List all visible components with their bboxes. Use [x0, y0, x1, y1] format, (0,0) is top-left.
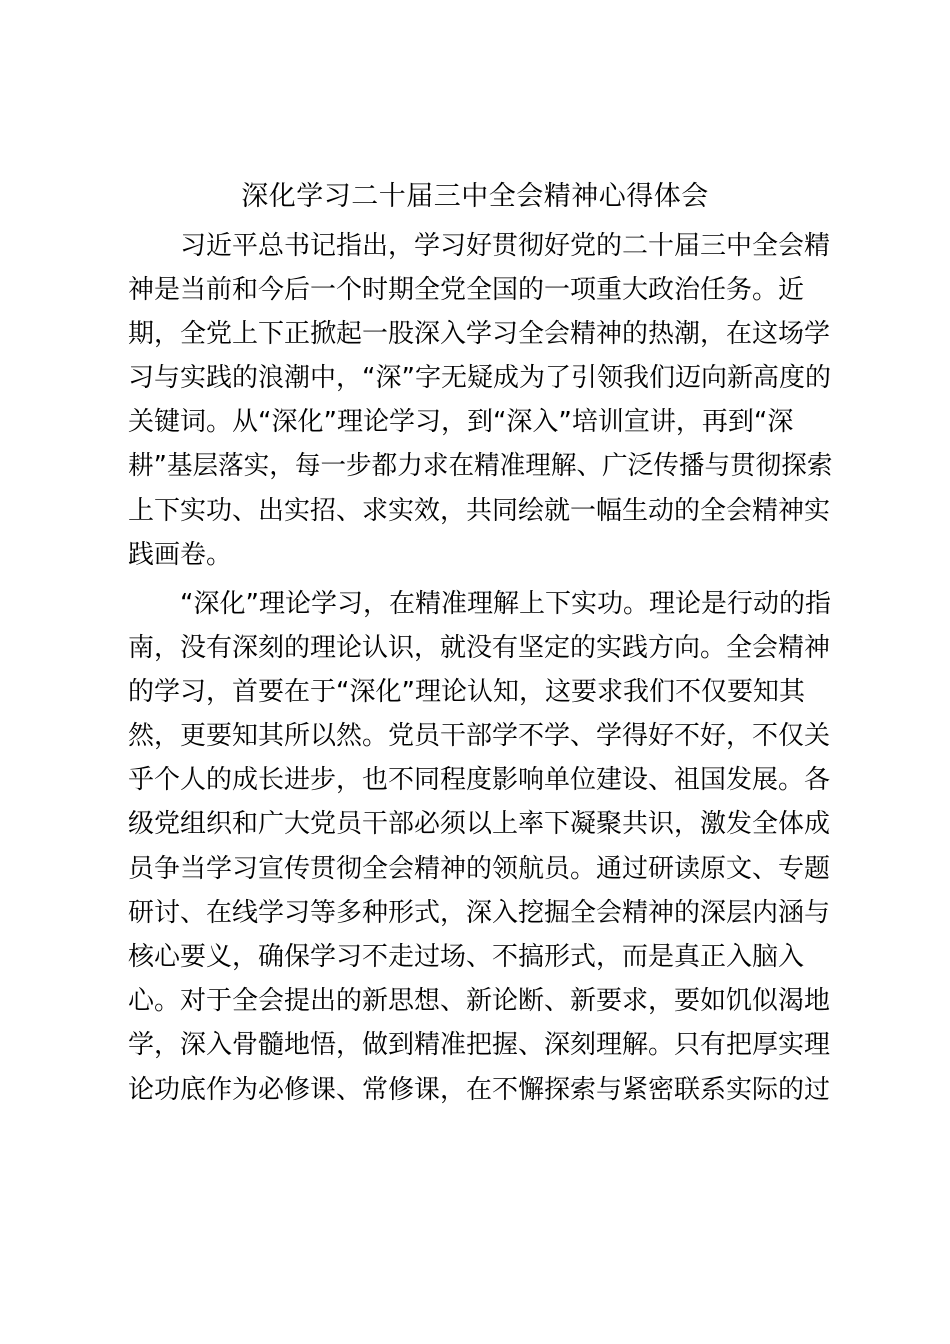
paragraph-1-line-2: 神是当前和今后一个时期全党全国的一项重大政治任务。近 [128, 275, 805, 305]
paragraph-1-line-5: 关键词。从“深化”理论学习，到“深入”培训宣讲，再到“深 [128, 407, 794, 437]
paragraph-2-line-7: 员争当学习宣传贯彻全会精神的领航员。通过研读原文、专题 [128, 854, 831, 884]
paragraph-1-line-3: 期，全党上下正掀起一股深入学习全会精神的热潮，在这场学 [128, 319, 831, 349]
paragraph-2-line-3: 的学习，首要在于“深化”理论认知，这要求我们不仅要知其 [128, 677, 805, 707]
paragraph-1-line-1: 习近平总书记指出，学习好贯彻好党的二十届三中全会精 [180, 231, 831, 261]
paragraph-2-line-10: 心。对于全会提出的新思想、新论断、新要求，要如饥似渴地 [128, 986, 831, 1016]
paragraph-2-line-5: 乎个人的成长进步，也不同程度影响单位建设、祖国发展。各 [128, 765, 831, 795]
paragraph-2-line-6: 级党组织和广大党员干部必须以上率下凝聚共识，激发全体成 [128, 809, 831, 839]
document-title: 深化学习二十届三中全会精神心得体会 [241, 181, 709, 212]
paragraph-2-line-12: 论功底作为必修课、常修课，在不懈探索与紧密联系实际的过 [128, 1075, 831, 1105]
paragraph-2-line-1: “深化”理论学习，在精准理解上下实功。理论是行动的指 [180, 589, 831, 619]
paragraph-2-line-11: 学，深入骨髓地悟，做到精准把握、深刻理解。只有把厚实理 [128, 1030, 831, 1060]
paragraph-2-line-2: 南，没有深刻的理论认识，就没有坚定的实践方向。全会精神 [128, 633, 831, 663]
paragraph-1-line-8: 践画卷。 [128, 540, 233, 570]
paragraph-1-line-4: 习与实践的浪潮中，“深”字无疑成为了引领我们迈向新高度的 [128, 363, 831, 393]
paragraph-1-line-7: 上下实功、出实招、求实效，共同绘就一幅生动的全会精神实 [128, 496, 831, 526]
paragraph-2-line-8: 研讨、在线学习等多种形式，深入挖掘全会精神的深层内涵与 [128, 898, 831, 928]
paragraph-2-line-9: 核心要义，确保学习不走过场、不搞形式，而是真正入脑入 [128, 942, 805, 972]
paragraph-2-line-4: 然，更要知其所以然。党员干部学不学、学得好不好，不仅关 [128, 721, 831, 751]
paragraph-1-line-6: 耕”基层落实，每一步都力求在精准理解、广泛传播与贯彻探索 [128, 451, 833, 481]
